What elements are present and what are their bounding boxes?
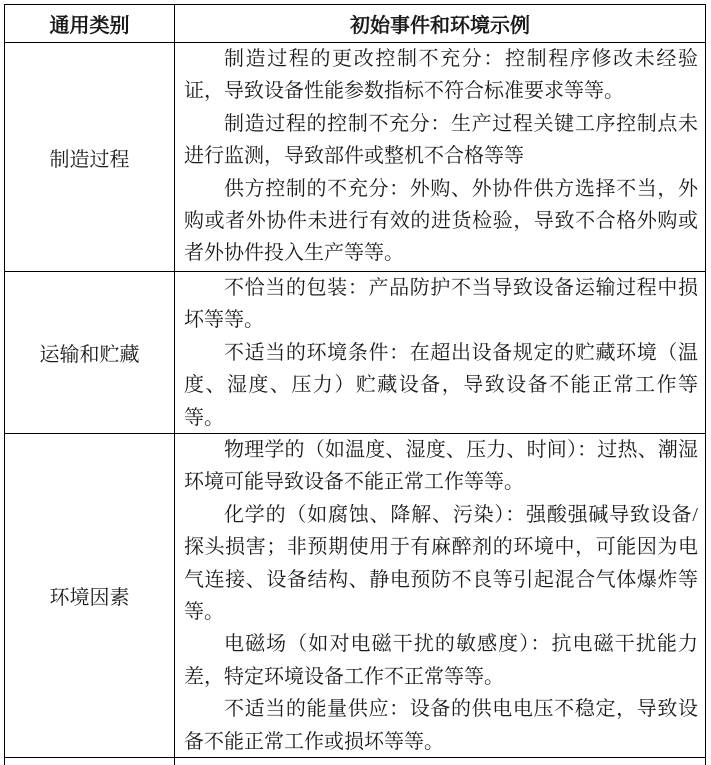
examples-cell bbox=[175, 758, 705, 765]
example-paragraph: 制造过程的更改控制不充分：控制程序修改未经验证，导致设备性能参数指标不符合标准要求等等。 bbox=[184, 48, 698, 103]
examples-cell bbox=[175, 272, 705, 433]
header-cell-category bbox=[5, 5, 175, 42]
category-examples-table bbox=[4, 4, 706, 765]
example-paragraph: 不适当的环境条件：在超出设备规定的贮藏环境（温度、湿度、压力）贮藏设备，导致设备不能正常工作等等。 bbox=[184, 341, 698, 429]
table-row-environment bbox=[5, 434, 705, 758]
category-cell bbox=[5, 43, 175, 271]
example-paragraph: 电磁场（如对电磁干扰的敏感度）：抗电磁干扰能力差，特定环境设备工作不正常等等。 bbox=[184, 633, 698, 688]
category-label: 制造过程 bbox=[49, 148, 130, 171]
example-paragraph: 不恰当的包装：产品防护不当导致设备运输过程中损坏等等。 bbox=[184, 277, 698, 332]
category-label: 环境因素 bbox=[49, 587, 130, 609]
example-paragraph: 供方控制的不充分：外购、外协件供方选择不当，外购或者外协件未进行有效的进货检验，导致不合格外购或者外协件投入生产等等。 bbox=[184, 177, 698, 265]
category-cell bbox=[5, 434, 175, 757]
header-cell-examples bbox=[175, 5, 705, 42]
examples-cell bbox=[175, 434, 705, 757]
example-paragraph: 制造过程的控制不充分：生产过程关键工序控制点未进行监测，导致部件或整机不合格等等 bbox=[184, 112, 698, 168]
category-label: 运输和贮藏 bbox=[39, 344, 140, 366]
table-row-manufacturing bbox=[5, 43, 705, 272]
table-header-row bbox=[5, 5, 705, 43]
example-paragraph: 物理学的（如温度、湿度、压力、时间）：过热、潮湿环境可能导致设备不能正常工作等等。 bbox=[184, 439, 698, 494]
examples-cell bbox=[175, 43, 705, 271]
header-examples-label: 初始事件和环境示例 bbox=[350, 15, 530, 37]
table-row-partial-clipped bbox=[5, 758, 705, 765]
category-cell bbox=[5, 272, 175, 433]
table-row-transport bbox=[5, 272, 705, 434]
category-cell bbox=[5, 758, 175, 765]
header-category-label: 通用类别 bbox=[49, 15, 130, 37]
example-paragraph: 不适当的能量供应：设备的供电电压不稳定，导致设备不能正常工作或损坏等等。 bbox=[184, 698, 698, 753]
example-paragraph: 化学的（如腐蚀、降解、污染）：强酸强碱导致设备/探头损害；非预期使用于有麻醉剂的环境中，可能因为电气连接、设备结构、静电预防不良等引起混合气体爆炸等等。 bbox=[184, 503, 698, 624]
